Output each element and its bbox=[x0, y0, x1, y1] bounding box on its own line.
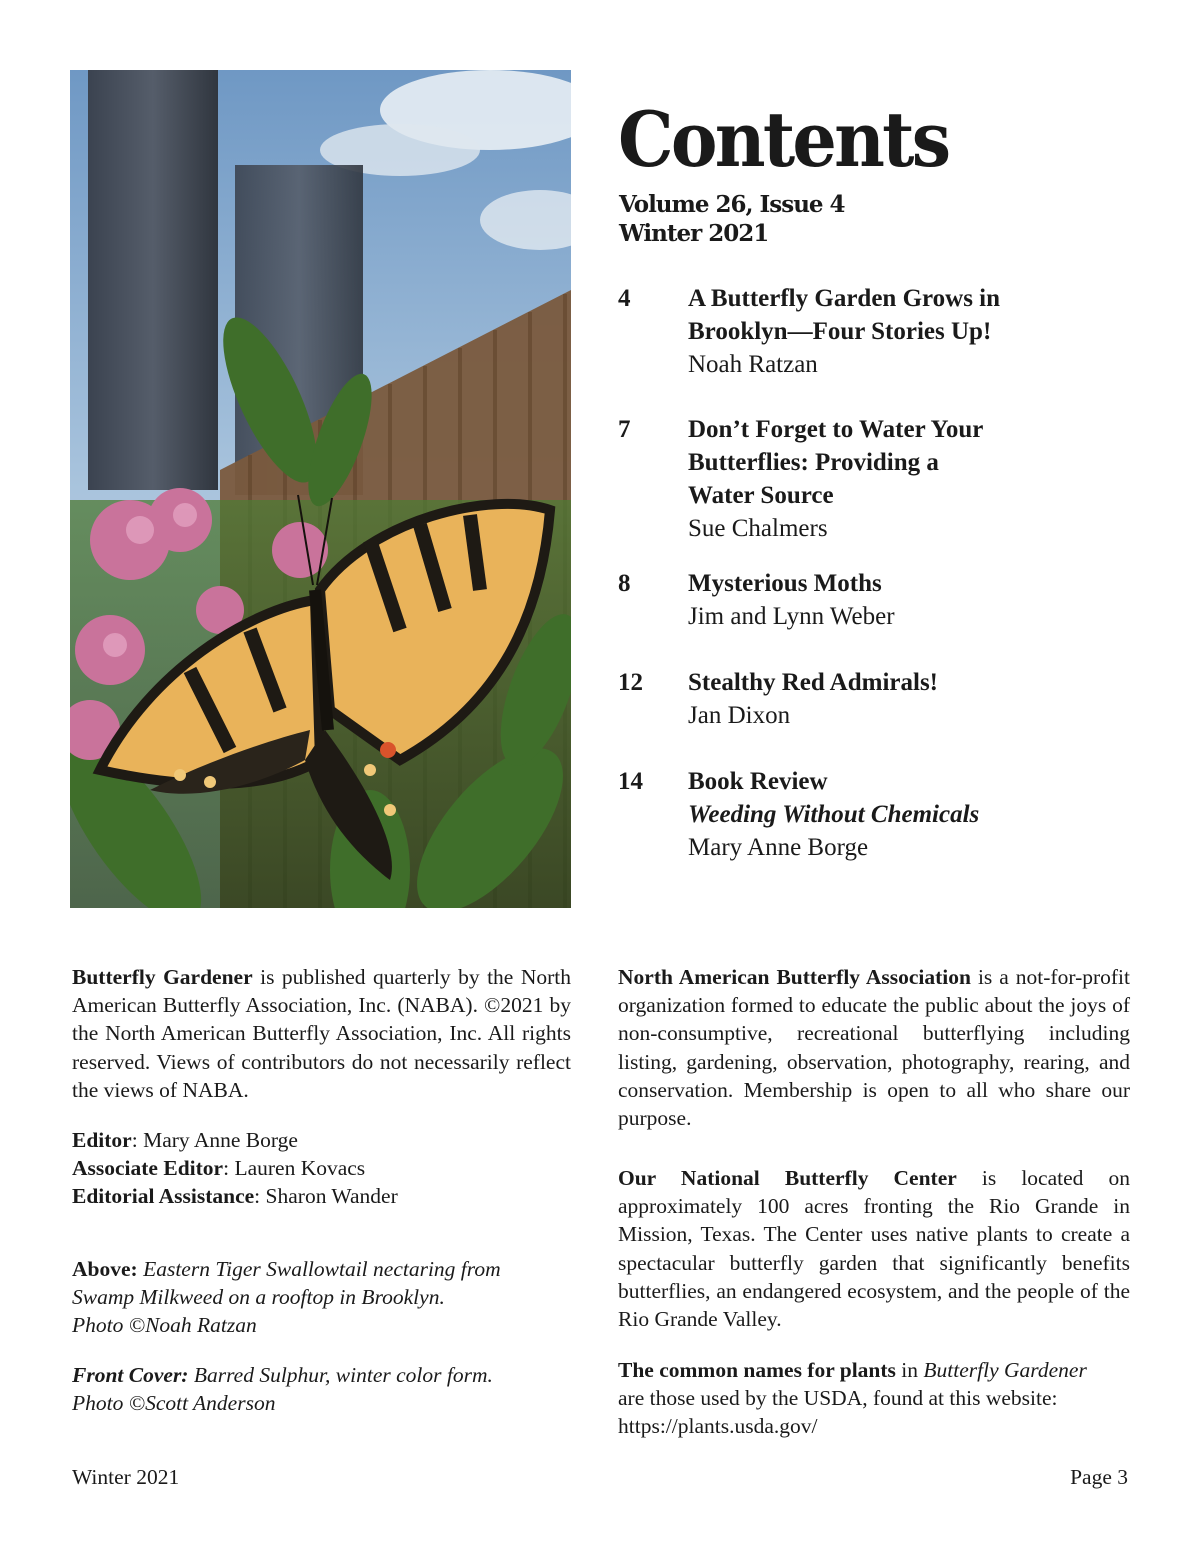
staff-role: Associate Editor bbox=[72, 1156, 224, 1181]
naba-info bbox=[618, 963, 1130, 1132]
center-paragraph bbox=[618, 1164, 1130, 1333]
toc-page-number: 12 bbox=[618, 669, 643, 696]
plants-tail: are those used by the USDA, found at this website: https://plants.usda.gov/ bbox=[618, 1386, 1058, 1439]
toc-author: Jan Dixon bbox=[688, 702, 791, 729]
staff-list bbox=[72, 1126, 571, 1211]
staff-name: Lauren Kovacs bbox=[234, 1156, 366, 1181]
publisher-text: is published quarterly by the North American Butterfly Association, Inc. (NABA). ©2021 by the North American Butterfly Association, Inc. All rights reserved. Views of contributors do not necessarily reflect the views of NABA. bbox=[72, 965, 571, 1102]
publisher-name: Butterfly Gardener bbox=[72, 965, 253, 989]
plants-magazine: Butterfly Gardener bbox=[923, 1358, 1087, 1382]
cover-credit: Photo ©Scott Anderson bbox=[72, 1391, 276, 1416]
staff-line: Associate Editor: Lauren Kovacs bbox=[72, 1156, 366, 1181]
cover-label: Front Cover: bbox=[72, 1363, 189, 1387]
plants-paragraph bbox=[618, 1356, 1118, 1441]
toc-title-line: Butterflies: Providing a bbox=[688, 449, 939, 476]
above-caption bbox=[72, 1255, 552, 1340]
toc-title-line: Don’t Forget to Water Your bbox=[688, 416, 984, 443]
issue-info bbox=[619, 190, 845, 248]
toc-page-number: 7 bbox=[618, 416, 631, 443]
center-name: Our National Butterfly Center bbox=[618, 1166, 957, 1190]
toc-page-number: 8 bbox=[618, 570, 631, 597]
toc-title-line: Water Source bbox=[688, 482, 834, 509]
cover-text: Barred Sulphur, winter color form. bbox=[193, 1363, 493, 1387]
toc-page-number: 14 bbox=[618, 768, 643, 795]
toc-author: Noah Ratzan bbox=[688, 351, 818, 378]
toc-subtitle: Weeding Without Chemicals bbox=[688, 801, 980, 828]
publisher-info bbox=[72, 963, 571, 1104]
center-info bbox=[618, 1164, 1130, 1333]
naba-text: is a not-for-profit organization formed to educate the public about the joys of non-consumptive, recreational butterflying including listing, gardening, observation, photography, rearing, and conservation. Membership is open to all who share our purpose. bbox=[618, 965, 1130, 1131]
staff-line: Editor: Mary Anne Borge bbox=[72, 1128, 298, 1152]
center-text: is located on approximately 100 acres fronting the Rio Grande in Mission, Texas. The Center uses native plants to create a spectacular butterfly garden that significantly benefits butterflies, an endangered ecosystem, and the people of the Rio Grande Valley. bbox=[618, 1166, 1130, 1332]
toc-title-line: Book Review bbox=[688, 768, 828, 795]
page-title: Contents bbox=[618, 95, 949, 184]
staff-name: Sharon Wander bbox=[265, 1184, 398, 1209]
toc-author: Sue Chalmers bbox=[688, 515, 828, 542]
cover-caption-text bbox=[72, 1361, 552, 1417]
butterfly-photo-art bbox=[70, 70, 571, 908]
staff-role: Editorial Assistance bbox=[72, 1184, 255, 1209]
staff-name: Mary Anne Borge bbox=[143, 1128, 298, 1152]
season-label: Winter 2021 bbox=[619, 220, 769, 247]
photo-caption bbox=[72, 1255, 552, 1340]
naba-name: North American Butterfly Association bbox=[618, 965, 971, 989]
naba-paragraph bbox=[618, 963, 1130, 1132]
cover-caption bbox=[72, 1361, 552, 1417]
plants-lead: The common names for plants bbox=[618, 1358, 896, 1382]
plants-info bbox=[618, 1356, 1118, 1441]
toc-page-number: 4 bbox=[618, 285, 631, 312]
footer-season: Winter 2021 bbox=[72, 1465, 180, 1489]
staff-line: Editorial Assistance: Sharon Wander bbox=[72, 1184, 398, 1209]
toc-author: Mary Anne Borge bbox=[688, 834, 869, 861]
butterfly-photo bbox=[70, 70, 571, 908]
toc-title-line: Mysterious Moths bbox=[688, 570, 882, 597]
toc-title-line: Stealthy Red Admirals! bbox=[688, 669, 938, 696]
toc-title-line: Brooklyn—Four Stories Up! bbox=[688, 318, 992, 345]
volume-label: Volume 26, Issue 4 bbox=[619, 191, 845, 218]
above-credit: Photo ©Noah Ratzan bbox=[72, 1313, 257, 1338]
plants-mid: in bbox=[901, 1358, 919, 1382]
toc-author: Jim and Lynn Weber bbox=[688, 603, 895, 630]
above-label: Above: bbox=[72, 1257, 138, 1281]
toc-title-line: A Butterfly Garden Grows in bbox=[688, 285, 1001, 312]
publisher-paragraph bbox=[72, 963, 571, 1104]
footer-page-number: Page 3 bbox=[1070, 1465, 1128, 1489]
staff-role: Editor bbox=[72, 1128, 132, 1152]
above-text: Eastern Tiger Swallowtail nectaring from Swamp Milkweed on a rooftop in Brooklyn. bbox=[72, 1257, 501, 1310]
